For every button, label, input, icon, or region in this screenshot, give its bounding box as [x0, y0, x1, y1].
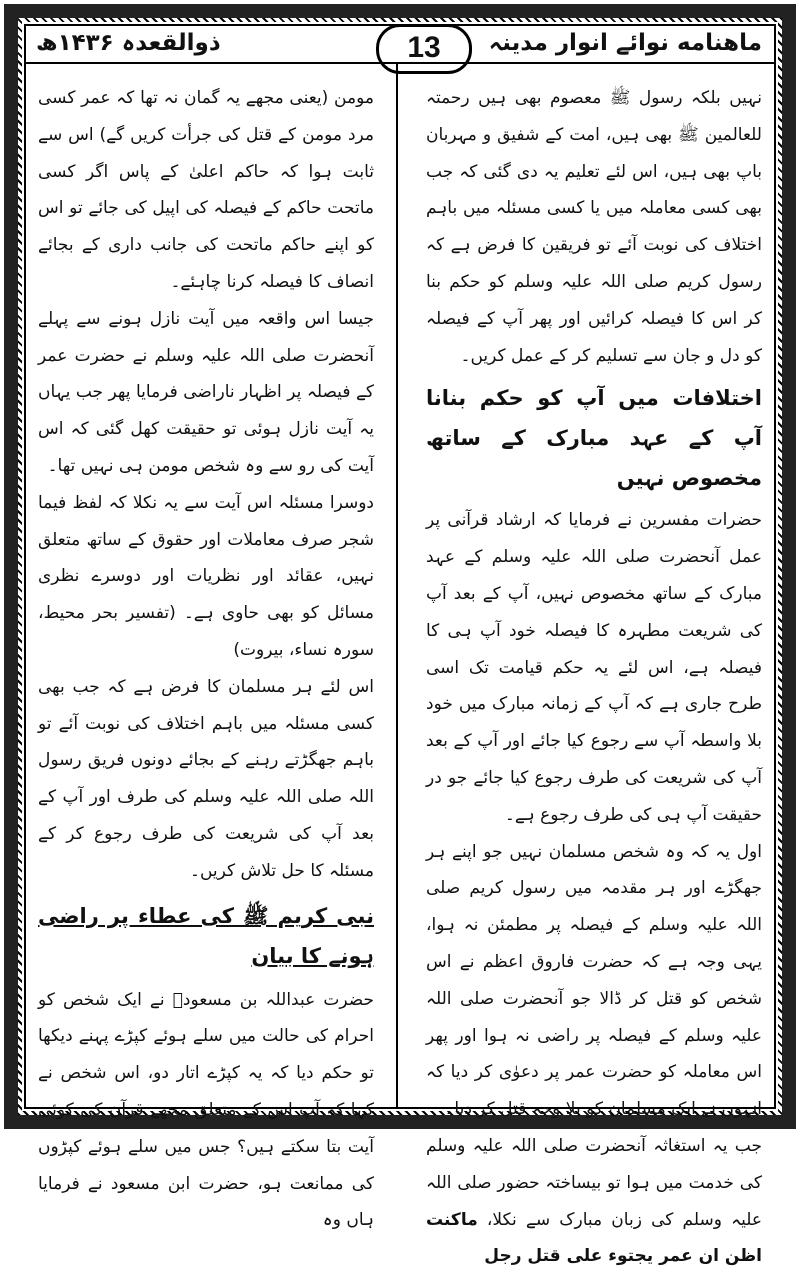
paragraph: [426, 1128, 762, 1275]
magazine-title: ماهنامه نوائے انوار مدینہ: [488, 30, 762, 56]
paragraph: جیسا اس واقعہ میں آیت نازل ہونے سے پہلے آنحضرت صلی اللہ علیہ وسلم نے حضرت عمر کے فیصلہ پر اظہار ناراضی فرمایا پھر جب یہاں یہ آیت نازل ہوئی تو حقیقت کھل گئی کہ اس آیت کی رو سے وہ شخص مومن ہی نہیں تھا۔: [38, 308, 374, 476]
paragraph: حضرات مفسرین نے فرمایا کہ ارشاد قرآنی پر عمل آنحضرت صلی اللہ علیہ وسلم کے عہد مبارک کے ساتھ مخصوص نہیں، آپ کے بعد آپ کی شریعت مطہرہ کا فیصلہ خود آپ ہی کا فیصلہ ہے، اس لئے یہ حکم قیامت تک اسی طرح جاری ہے کہ آپ کے زمانہ مبارک میں خود بلا واسطہ آپ سے رجوع کیا جائے اور آپ کے بعد آپ کی شریعت کی طرف رجوع کیا جائے جو در حقیقت آپ ہی کی طرف رجوع ہے۔: [426, 510, 762, 825]
paragraph: اول یہ کہ وہ شخص مسلمان نہیں جو اپنے ہر جھگڑے اور ہر مقدمہ میں رسول کریم صلی اللہ علیہ وسلم کے فیصلہ پر مطمئن نہ ہوا، یہی وجہ ہے کہ حضرت فاروق اعظم نے اس شخص کو قتل کر ڈالا جو آنحضرت صلی اللہ علیہ وسلم کے فیصلہ پر راضی نہ ہوا اور پھر اس معاملہ کو حضرت عمر پر دعوٰی کر دیا کہ انہوں نے ایک مسلمان کو بلا وجہ قتل کر دیا۔: [426, 841, 762, 1120]
paragraph: اس لئے ہر مسلمان کا فرض ہے کہ جب بھی کسی مسئلہ میں باہم اختلاف کی نوبت آئے تو باہم جھگڑتے رہنے کے بجائے دونوں فریق رسول اللہ صلی اللہ علیہ وسلم کی طرف اور آپ کے بعد آپ کی شریعت کی طرف رجوع کر کے مسئلہ کا حل تلاش کریں۔: [38, 676, 374, 881]
left-column: [38, 80, 374, 1239]
paragraph: حضرت عبداللہ بن مسعودؓ نے ایک شخص کو احرام کی حالت میں سلے ہوئے کپڑے پہنے دیکھا تو حکم دیا کہ یہ کپڑے اتار دو، اس شخص نے کہا کہ آپ اس کے متعلق مجھے قرآن کی کوئی آیت بتا سکتے ہیں؟ جس میں سلے ہوئے کپڑوں کی ممانعت ہو، حضرت ابن مسعود نے فرمایا ہاں وہ: [38, 989, 374, 1231]
section-heading: نبی کریم ﷺ کی عطاء پر راضی ہونے کا بیان: [38, 903, 374, 968]
paragraph: دوسرا مسئلہ اس آیت سے یہ نکلا کہ لفظ فیما شجر صرف معاملات اور حقوق کے ساتھ متعلق نہیں، عقائد اور نظریات اور دوسرے نظری مسائل کو بھی حاوی ہے۔ (تفسیر بحر محیط، سورہ نساء، بیروت): [38, 492, 374, 660]
issue-date: ذوالقعدہ ۱۴۳۶ھ: [36, 30, 221, 56]
right-column: [426, 80, 762, 1275]
section-heading: اختلافات میں آپ کو حکم بنانا آپ کے عہد مبارک کے ساتھ مخصوص نہیں: [426, 386, 762, 491]
header-rule: [26, 62, 774, 64]
paragraph-text: جب یہ استغاثہ آنحضرت صلی اللہ علیہ وسلم کی خدمت میں ہوا تو بیساختہ حضور صلی اللہ علیہ وسلم کی زبان مبارک سے نکلا،: [426, 1135, 762, 1230]
paragraph: مومن (یعنی مجھے یہ گمان نہ تھا کہ عمر کسی مرد مومن کے قتل کی جرأت کریں گے) اس سے ثابت ہوا کہ حاکم اعلیٰ کے پاس اگر کسی ماتحت حاکم کے فیصلہ کی اپیل کی جائے تو اس کو اپنے حاکم ماتحت کی جانب داری کے بجائے انصاف کا فیصلہ کرنا چاہئے۔: [38, 88, 374, 292]
arabic-quote: ماکنت اظن ان عمر یجتوء علی قتل رجل: [426, 1209, 762, 1267]
column-divider: [396, 64, 398, 1109]
paragraph: نہیں بلکہ رسول ﷺ معصوم بھی ہیں رحمتہ للعالمین ﷺ بھی ہیں، امت کے شفیق و مہربان باپ بھی ہیں، اس لئے تعلیم یہ دی گئی کہ جب بھی کسی معاملہ میں یا کسی مسئلہ میں باہم اختلاف کی نوبت آئے تو فریقین کا فرض ہے کہ رسول کریم صلی اللہ علیہ وسلم کو حکم بنا کر اس کا فیصلہ کرائیں اور پھر آپ کے فیصلہ کو دل و جان سے تسلیم کر کے عمل کریں۔: [426, 88, 762, 366]
page-number-badge: 13: [376, 24, 472, 74]
